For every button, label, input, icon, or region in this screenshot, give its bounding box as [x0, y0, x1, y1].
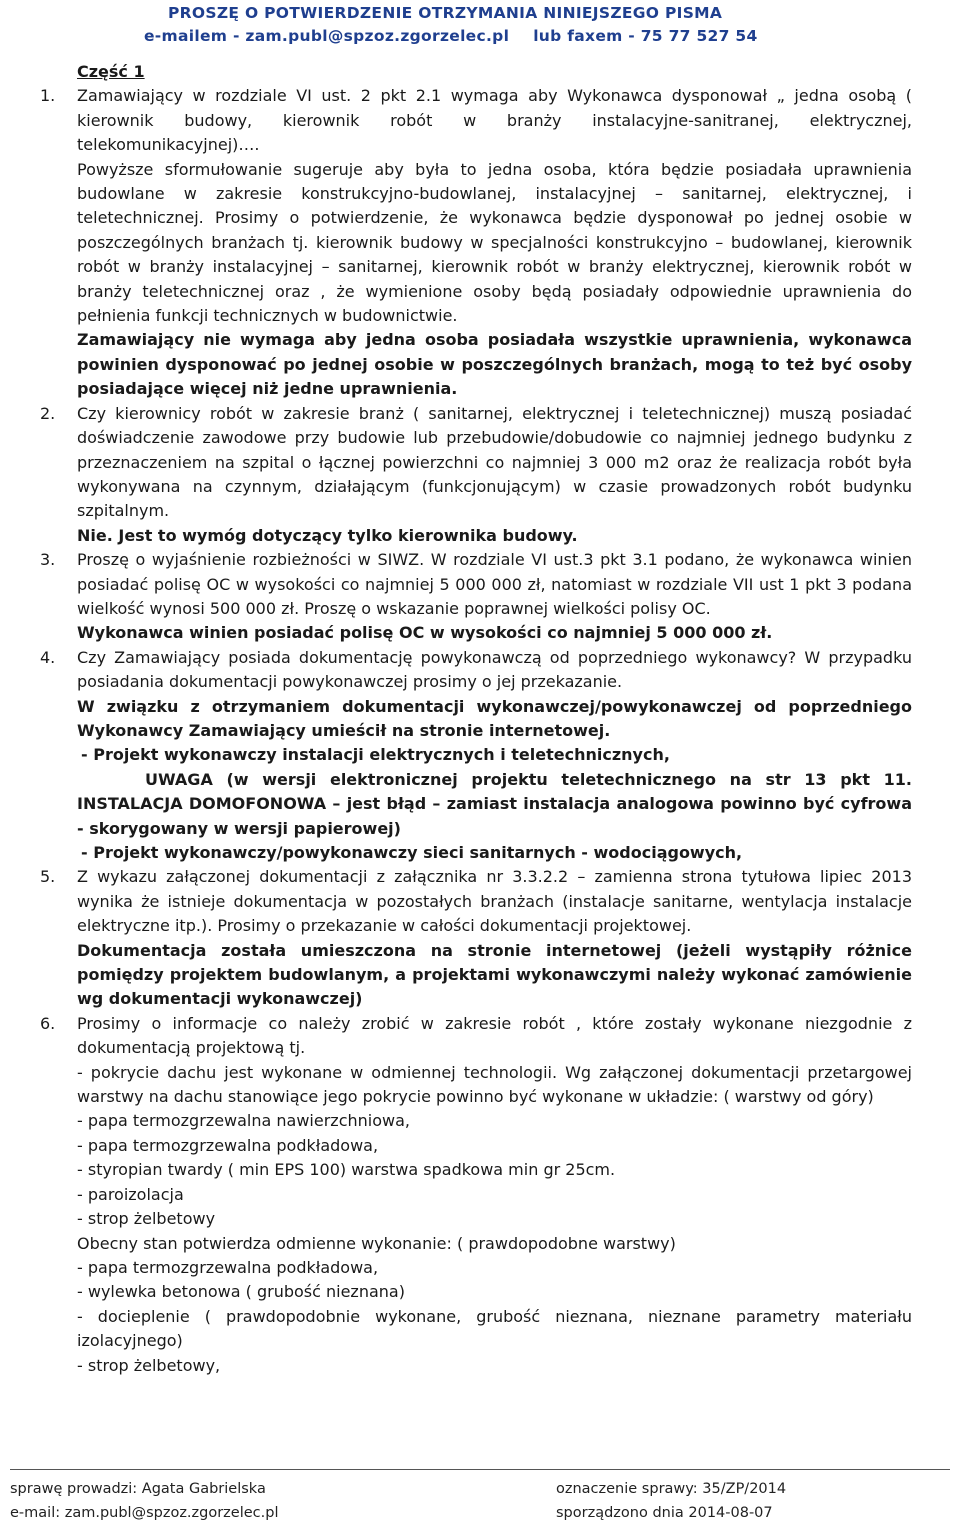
- item-number: 4.: [40, 647, 56, 667]
- case-handler: sprawę prowadzi: Agata Gabrielska: [10, 1481, 266, 1497]
- question-text: Powyższe sformułowanie sugeruje aby była to jedna osoba, która będzie posiadała uprawnienia budowlane w zakresie konstrukcyjno-budowlanej, instalacyjnej – sanitarnej, elektrycznej, i teletechnicznej. Prosimy o potwierdzenie, że wykonawca będzie dysponował po jednej osobie w poszczególnych branżach tj. kierownik budowy w specjalności konstrukcyjno – budowlanej, kierownik robót w branży instalacyjnej – sanitarnej, kierownik robót w branży elektrycznej, kierownik robót w branży teletechnicznej oraz , że wymienione osoby będą posiadały odpowiednie uprawnienia do pełnienia funkcji technicznych w budownictwie.: [77, 159, 912, 326]
- layer-line: - strop żelbetowy,: [77, 1355, 221, 1375]
- footer-divider: [10, 1469, 950, 1470]
- answer-text: Nie. Jest to wymóg dotyczący tylko kierownika budowy.: [77, 525, 578, 545]
- answer-subitem: - Projekt wykonawczy/powykonawczy sieci sanitarnych - wodociągowych,: [81, 843, 743, 862]
- layer-line: - paroizolacja: [77, 1184, 184, 1204]
- question-text: Prosimy o informacje co należy zrobić w zakresie robót , które zostały wykonane niezgodnie z dokumentacją projektową tj.: [77, 1013, 912, 1058]
- contact-line: [144, 27, 758, 45]
- contact-email[interactable]: e-mailem - zam.publ@spzoz.zgorzelec.pl: [144, 27, 510, 45]
- layer-line: - papa termozgrzewalna podkładowa,: [77, 1135, 379, 1155]
- layer-line: - styropian twardy ( min EPS 100) warstwa spadkowa min gr 25cm.: [77, 1160, 616, 1180]
- answer-text: W związku z otrzymaniem dokumentacji wykonawczej/powykonawczej od poprzedniego Wykonawcy Zamawiający umieścił na stronie internetowej.: [77, 696, 912, 740]
- question-item-6: [40, 1012, 912, 1378]
- layer-line: - papa termozgrzewalna nawierzchniowa,: [77, 1111, 410, 1131]
- section-title: Część 1: [77, 62, 145, 81]
- answer-note: UWAGA (w wersji elektronicznej projektu teletechnicznego na str 13 pkt 11. INSTALACJA DOMOFONOWA – jest błąd – zamiast instalacja analogowa powinno być cyfrowa - skorygowany w wersji papierowej): [77, 769, 912, 838]
- question-text: - pokrycie dachu jest wykonane w odmiennej technologii. Wg załączonej dokumentacji przetargowej warstwy na dachu stanowiące jego pokrycie powinno być wykonane w układzie: ( warstwy od góry): [77, 1062, 912, 1107]
- item-number: 2.: [40, 403, 56, 423]
- layer-line: - papa termozgrzewalna podkładowa,: [77, 1257, 379, 1277]
- document-footer: [0, 1481, 960, 1535]
- answer-text: Zamawiający nie wymaga aby jedna osoba posiadała wszystkie uprawnienia, wykonawca powinien dysponować po jednej osobie w poszczególnych branżach, mogą to też być osoby posiadające więcej niż jedne uprawnienia.: [77, 330, 912, 399]
- item-number: 5.: [40, 867, 56, 887]
- question-item-4: [40, 646, 912, 866]
- document-body: [40, 60, 912, 1378]
- question-text: Czy Zamawiający posiada dokumentację powykonawczą od poprzedniego wykonawcy? W przypadku posiadania dokumentacji powykonawczej prosimy o jej przekazanie.: [77, 647, 912, 692]
- confirmation-request: PROSZĘ O POTWIERDZENIE OTRZYMANIA NINIEJSZEGO PISMA: [168, 4, 723, 22]
- layer-line: - docieplenie ( prawdopodobnie wykonane, grubość nieznana, nieznane parametry materiału izolacyjnego): [77, 1306, 912, 1351]
- layer-line: - wylewka betonowa ( grubość nieznana): [77, 1282, 405, 1302]
- answer-text: Wykonawca winien posiadać polisę OC w wysokości co najmniej 5 000 000 zł.: [77, 623, 773, 643]
- question-text: Zamawiający w rozdziale VI ust. 2 pkt 2.1 wymaga aby Wykonawca dysponował „ jedna osobą ( kierownik budowy, kierownik robót w branży instalacyjne-sanitranej, elektrycznej, telekomunikacyjnej)….: [77, 86, 912, 155]
- question-text: Czy kierownicy robót w zakresie branż ( sanitarnej, elektrycznej i teletechnicznej) muszą posiadać doświadczenie zawodowe przy budowie lub przebudowie/dobudowie co najmniej jednego budynku z przeznaczeniem na szpital o łącznej powierzchni co najmniej 3 000 m2 oraz że realizacja robót była wykonywana na czynnym, działającym (funkcjonującym) w czasie prowadzonych robót budynku szpitalnym.: [77, 403, 912, 521]
- question-list: [40, 84, 912, 1378]
- question-item-2: [40, 402, 912, 548]
- question-text: Proszę o wyjaśnienie rozbieżności w SIWZ. W rozdziale VI ust.3 pkt 3.1 podano, że wykonawca winien posiadać polisę OC w wysokości co najmniej 5 000 000 zł, natomiast w rozdziale VII ust 1 pkt 3 podana wielkość wynosi 500 000 zł. Proszę o wskazanie poprawnej wielkości polisy OC.: [77, 550, 912, 618]
- answer-text: Dokumentacja została umieszczona na stronie internetowej (jeżeli wystąpiły różnice pomiędzy projektem budowlanym, a projektami wykonawczymi należy wykonać zamówienie wg dokumentacji wykonawczej): [77, 940, 912, 1009]
- item-number: 1.: [40, 86, 56, 106]
- case-reference: oznaczenie sprawy: 35/ZP/2014: [556, 1481, 787, 1497]
- document-date: sporządzono dnia 2014-08-07: [556, 1505, 773, 1521]
- answer-subitem: - Projekt wykonawczy instalacji elektrycznych i teletechnicznych,: [81, 745, 670, 765]
- question-text: Z wykazu załączonej dokumentacji z załącznika nr 3.3.2.2 – zamienna strona tytułowa lipiec 2013 wynika że istnieje dokumentacja w pozostałych branżach (instalacje sanitarne, wentylacja instalacje elektryczne itp.). Prosimy o przekazanie w całości dokumentacji projektowej.: [77, 867, 912, 936]
- contact-fax: lub faxem - 75 77 527 54: [533, 27, 758, 45]
- footer-email[interactable]: e-mail: zam.publ@spzoz.zgorzelec.pl: [10, 1505, 279, 1521]
- question-item-1: [40, 84, 912, 401]
- question-item-3: [40, 548, 912, 646]
- document-header: [0, 0, 960, 54]
- layer-line: - strop żelbetowy: [77, 1209, 216, 1229]
- question-item-5: [40, 865, 912, 1011]
- item-number: 6.: [40, 1013, 56, 1033]
- layer-list-actual: [77, 1256, 912, 1378]
- item-number: 3.: [40, 550, 56, 570]
- layer-list-design: [77, 1109, 912, 1231]
- question-text: Obecny stan potwierdza odmienne wykonanie: ( prawdopodobne warstwy): [77, 1233, 676, 1253]
